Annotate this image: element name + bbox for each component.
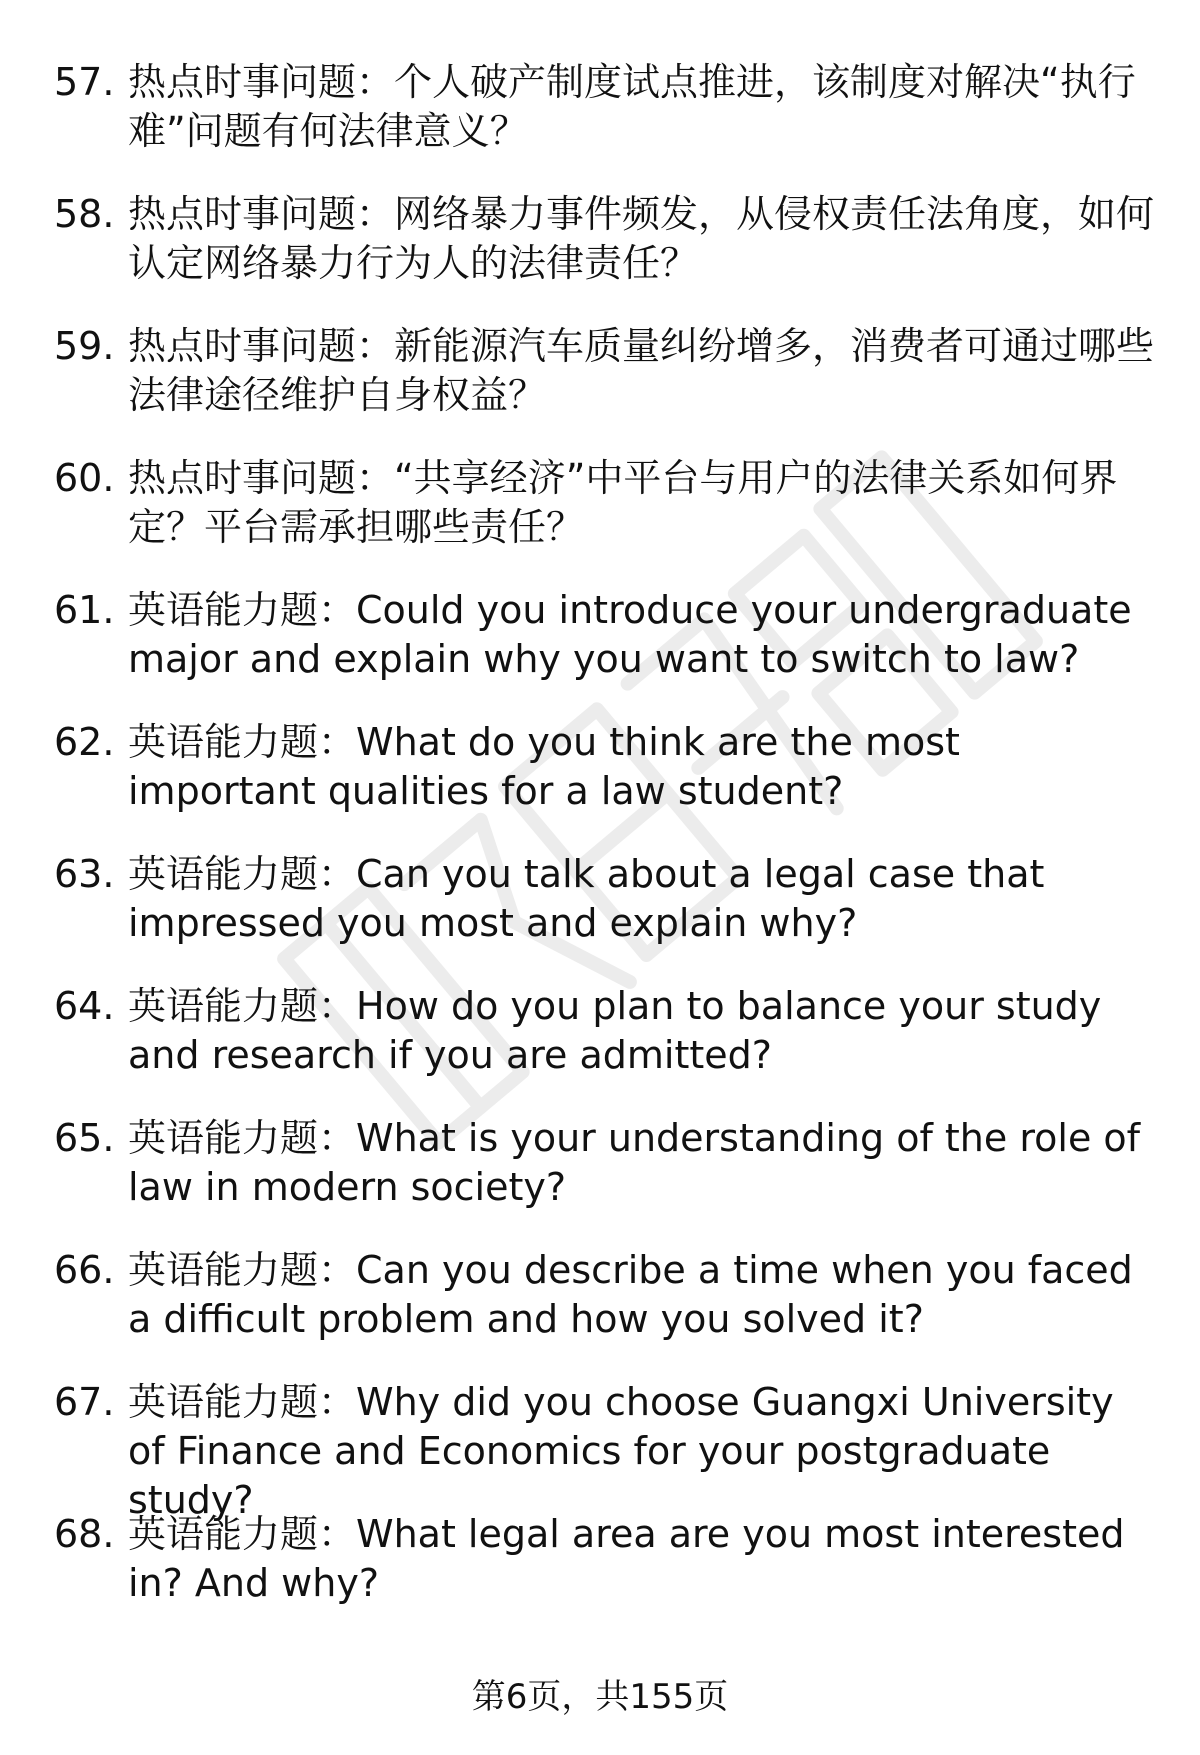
question-item-59 (54, 322, 1154, 420)
question-number: 58. (54, 192, 115, 236)
page-number-footer: 第6页，共155页 (471, 1677, 729, 1717)
question-item-62 (54, 718, 1154, 816)
question-item-66 (54, 1246, 1154, 1344)
question-text: 英语能力题：Why did you choose Guangxi University of Finance and Economics for your postgraduate study? (128, 1380, 1114, 1522)
question-item-65 (54, 1114, 1154, 1212)
question-number: 64. (54, 984, 115, 1028)
question-number: 57. (54, 60, 115, 104)
question-text: 热点时事问题：网络暴力事件频发，从侵权责任法角度，如何认定网络暴力行为人的法律责任？ (128, 192, 1155, 285)
question-text: 热点时事问题：“共享经济”中平台与用户的法律关系如何界定？平台需承担哪些责任？ (128, 456, 1118, 549)
question-item-64 (54, 982, 1154, 1080)
question-item-68 (54, 1510, 1154, 1608)
question-text: 英语能力题：What do you think are the most important qualities for a law student? (128, 720, 960, 813)
question-item-61 (54, 586, 1154, 684)
question-item-58 (54, 190, 1154, 288)
question-text: 英语能力题：Can you describe a time when you faced a difficult problem and how you solved it? (128, 1248, 1133, 1341)
question-item-57 (54, 58, 1154, 156)
question-number: 59. (54, 324, 115, 368)
question-number: 61. (54, 588, 115, 632)
question-item-60 (54, 454, 1154, 552)
question-item-63 (54, 850, 1154, 948)
question-number: 62. (54, 720, 115, 764)
question-text: 英语能力题：What is your understanding of the role of law in modern society? (128, 1116, 1141, 1209)
question-number: 68. (54, 1512, 115, 1556)
question-list (54, 58, 1154, 1642)
question-number: 63. (54, 852, 115, 896)
question-number: 65. (54, 1116, 115, 1160)
question-text: 英语能力题：Can you talk about a legal case that impressed you most and explain why? (128, 852, 1045, 945)
question-number: 67. (54, 1380, 115, 1424)
question-text: 英语能力题：Could you introduce your undergraduate major and explain why you want to switch to law? (128, 588, 1132, 681)
question-text: 热点时事问题：新能源汽车质量纠纷增多，消费者可通过哪些法律途径维护自身权益？ (128, 324, 1155, 417)
question-text: 英语能力题：What legal area are you most interested in? And why? (128, 1512, 1125, 1605)
question-number: 60. (54, 456, 115, 500)
question-text: 英语能力题：How do you plan to balance your study and research if you are admitted? (128, 984, 1102, 1077)
question-item-67 (54, 1378, 1154, 1522)
question-number: 66. (54, 1248, 115, 1292)
question-text: 热点时事问题：个人破产制度试点推进，该制度对解决“执行难”问题有何法律意义？ (128, 60, 1136, 153)
